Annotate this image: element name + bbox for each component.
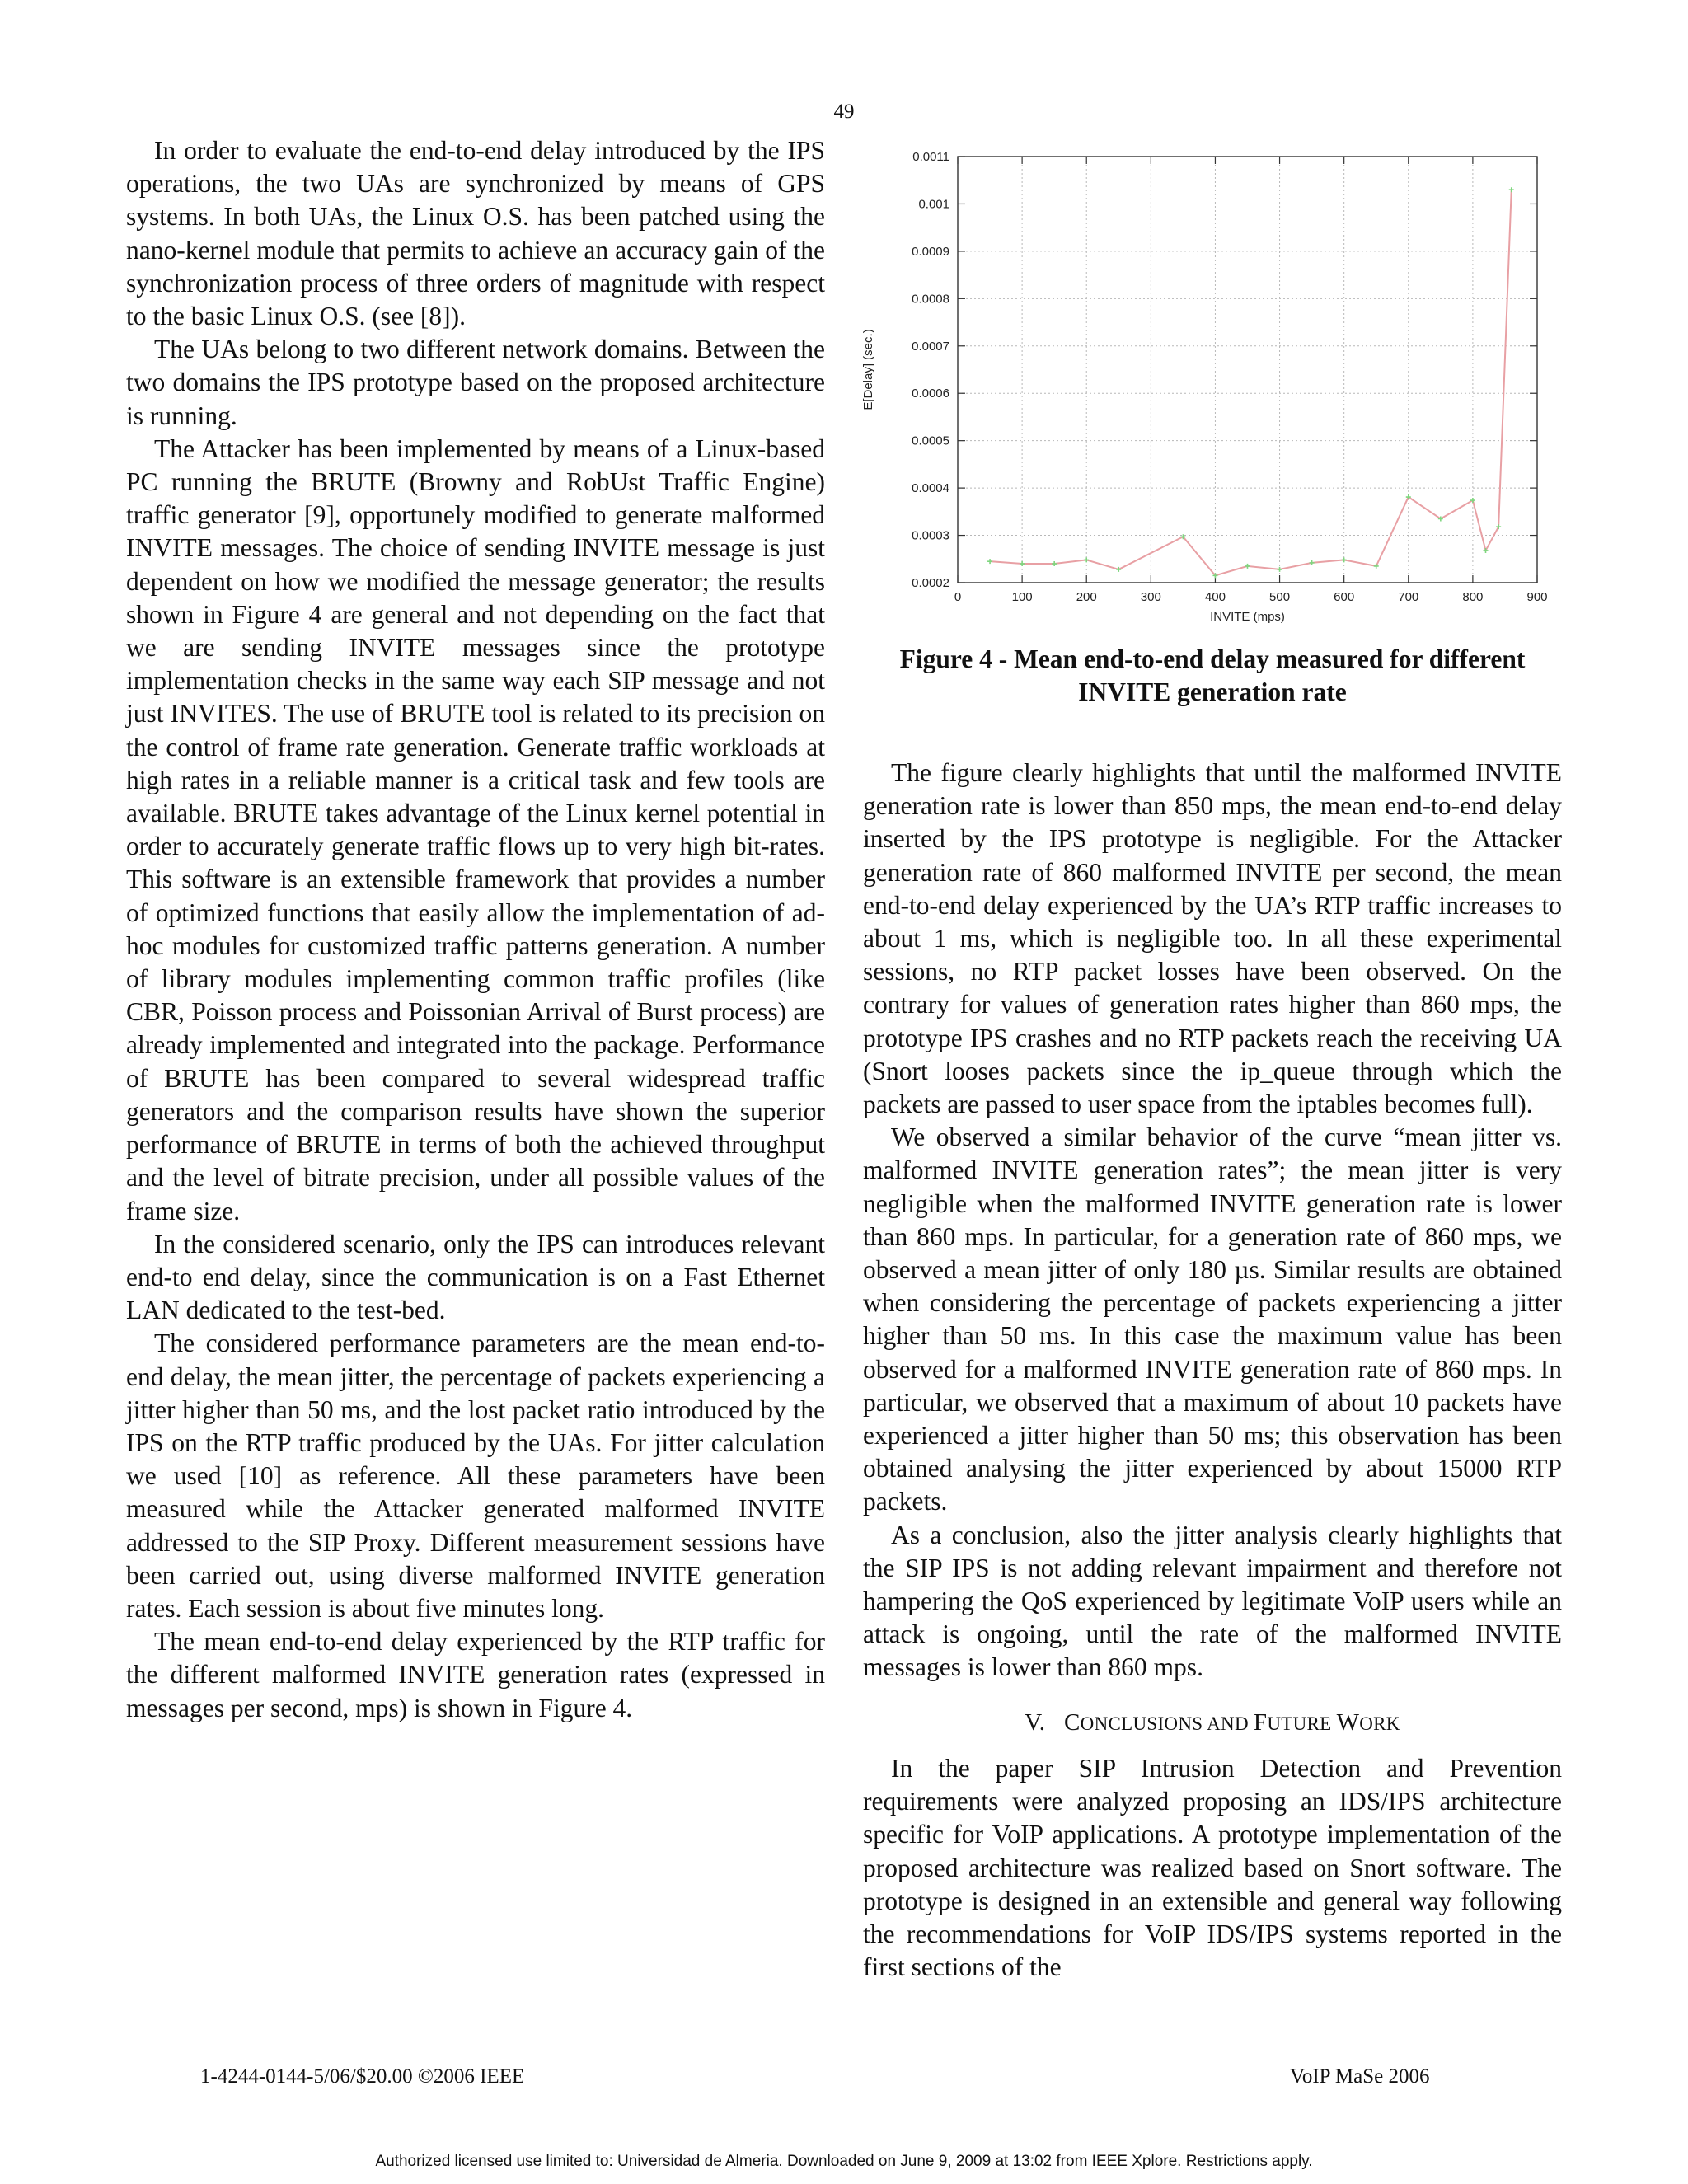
paragraph: In the considered scenario, only the IPS can introduces relevant end-to end delay, since the communication is on a Fast Ethernet LAN dedicated to the test-bed.	[126, 1229, 825, 1325]
paragraph: In the paper SIP Intrusion Detection and Prevention requirements were analyzed proposing an IDS/IPS architecture specific for VoIP applications. A prototype implementation of the proposed architecture was realized based on Snort software. The prototype is designed in an extensible and general way following the recommendations for VoIP IDS/IPS systems reported in the first sections of the	[863, 1753, 1562, 1982]
section-heading	[863, 1706, 1562, 1741]
y-tick-label: 0.0006	[912, 387, 950, 401]
x-tick-label: 600	[1334, 590, 1355, 604]
footer-copyright: 1-4244-0144-5/06/$20.00 ©2006 IEEE	[200, 2065, 525, 2088]
series-line	[990, 190, 1512, 575]
x-tick-label: 500	[1269, 590, 1291, 604]
y-tick-label: 0.0002	[912, 576, 950, 590]
heading-text: C	[1064, 1708, 1081, 1736]
page-number: 49	[833, 101, 855, 123]
paragraph: The Attacker has been implemented by means of a Linux-based PC running the BRUTE (Browny and RobUst Traffic Engine) traffic generator [9], opportunely modified to generate malformed INVITE messages. The choice of sending INVITE message is just dependent on how we modified the message generator; the results shown in Figure 4 are general and not depending on the fact that we are sending INVITE messages since the prototype implementation checks in the same way each SIP message and not just INVITES. The use of BRUTE tool is related to its precision on the control of frame rate generation. Generate traffic workloads at high rates in a reliable manner is a critical task and few tools are available. BRUTE takes advantage of the Linux kernel potential in order to accurately generate traffic flows up to very high bit-rates. This software is an extensible framework that provides a number of optimized functions that easily allow the implementation of ad-hoc modules for customized traffic patterns generation. A number of library modules implementing common traffic profiles (like CBR, Poisson process and Poissonian Arrival of Burst process) are already implemented and integrated into the package. Performance of BRUTE has been compared to several widespread traffic generators and the comparison results have shown the superior performance of BRUTE in terms of both the achieved throughput and the level of bitrate precision, under all possible values of the frame size.	[126, 434, 825, 1226]
x-tick-label: 100	[1011, 590, 1033, 604]
x-tick-label: 300	[1140, 590, 1161, 604]
y-tick-label: 0.0005	[912, 434, 950, 448]
x-tick-label: 800	[1462, 590, 1484, 604]
data-point	[1084, 557, 1089, 562]
license-notice: Authorized licensed use limited to: Universidad de Almeria. Downloaded on June 9, 2009 at 13:02 from IEEE Xplore. Restrictions apply.	[375, 2153, 1313, 2170]
data-point	[1509, 187, 1514, 192]
y-tick-label: 0.0003	[912, 528, 950, 543]
footer-venue: VoIP MaSe 2006	[1290, 2065, 1430, 2088]
y-tick-label: 0.0004	[912, 481, 950, 496]
chart-svg	[857, 138, 1558, 633]
y-tick-label: 0.0009	[912, 244, 950, 259]
heading-text: F	[1253, 1708, 1268, 1736]
left-column	[126, 134, 825, 1725]
data-point	[1310, 560, 1315, 565]
heading-text: ONCLUSIONS AND	[1080, 1713, 1254, 1734]
paragraph: We observed a similar behavior of the curve “mean jitter vs. malformed INVITE generation rates”; the mean jitter is very negligible when the malformed INVITE generation rate is lower than 860 mps. In particular, for a generation rate of 860 mps, we observed a mean jitter of only 180 µs. Similar results are obtained when considering the percentage of packets experiencing a jitter higher than 50 ms. In this case the maximum value has been observed for a malformed INVITE generation rate of 860 mps. In particular, we observed that a maximum of about 10 packets have experienced a jitter higher than 50 ms; this observation has been obtained analysing the jitter experienced by about 15000 RTP packets.	[863, 1122, 1562, 1516]
data-point	[1342, 557, 1347, 562]
data-point	[1374, 564, 1379, 569]
y-tick-label: 0.0011	[912, 150, 950, 164]
x-tick-label: 0	[954, 590, 962, 604]
data-point	[1278, 567, 1282, 572]
data-point	[987, 559, 992, 564]
paragraph: The considered performance parameters are the mean end-to-end delay, the mean jitter, the percentage of packets experiencing a jitter higher than 50 ms, and the lost packet ratio introduced by the IPS on the RTP traffic produced by the UAs. For jitter calculation we used [10] as reference. All these parameters have been measured while the Attacker generated malformed INVITE addressed to the SIP Proxy. Different measurement sessions have been carried out, using diverse malformed INVITE generation rates. Each session is about five minutes long.	[126, 1329, 825, 1623]
paragraph: The figure clearly highlights that until the malformed INVITE generation rate is lower than 850 mps, the mean end-to-end delay inserted by the IPS prototype is negligible. For the Attacker generation rate of 860 malformed INVITE per second, the mean end-to-end delay experienced by the UA’s RTP traffic increases to about 1 ms, which is negligible too. In all these experimental sessions, no RTP packet losses have been observed. On the contrary for values of generation rates higher than 860 mps, the prototype IPS crashes and no RTP packets reach the receiving UA (Snort looses packets since the ip_queue through which the packets are passed to user space from the iptables becomes full).	[863, 758, 1562, 1119]
x-axis-label: INVITE (mps)	[1210, 610, 1285, 624]
data-point	[1052, 561, 1057, 566]
paragraph: The mean end-to-end delay experienced by the RTP traffic for the different malformed INVITE generation rates (expressed in messages per second, mps) is shown in Figure 4.	[126, 1627, 825, 1722]
paragraph: In order to evaluate the end-to-end delay introduced by the IPS operations, the two UAs are synchronized by means of GPS systems. In both UAs, the Linux O.S. has been patched using the nano-kernel module that permits to achieve an accuracy gain of the synchronization process of three orders of magnitude with respect to the basic Linux O.S. (see [8]).	[126, 136, 825, 331]
section-number: V.	[1025, 1708, 1046, 1736]
y-tick-label: 0.001	[918, 197, 950, 212]
plot-frame	[958, 157, 1537, 583]
data-point	[1245, 564, 1250, 569]
heading-text: UTURE	[1267, 1713, 1337, 1734]
x-tick-label: 900	[1526, 590, 1548, 604]
data-point	[1020, 561, 1025, 566]
right-column	[863, 757, 1562, 1984]
heading-text: W	[1336, 1708, 1360, 1736]
x-tick-label: 200	[1076, 590, 1097, 604]
y-tick-label: 0.0007	[912, 339, 950, 354]
x-tick-label: 400	[1204, 590, 1226, 604]
heading-text: ORK	[1359, 1713, 1400, 1734]
paragraph: The UAs belong to two different network domains. Between the two domains the IPS prototype based on the proposed architecture is running.	[126, 335, 825, 430]
y-tick-label: 0.0008	[912, 292, 950, 307]
paragraph: As a conclusion, also the jitter analysis clearly highlights that the SIP IPS is not adding relevant impairment and therefore not hampering the QoS experienced by legitimate VoIP users while an attack is ongoing, until the rate of the malformed INVITE messages is lower than 860 mps.	[863, 1520, 1562, 1682]
figure-4-chart	[857, 138, 1558, 633]
figure-caption: Figure 4 - Mean end-to-end delay measured for different INVITE generation rate	[899, 644, 1526, 706]
y-axis-label: E[Delay] (sec.)	[861, 329, 875, 410]
x-tick-label: 700	[1398, 590, 1419, 604]
